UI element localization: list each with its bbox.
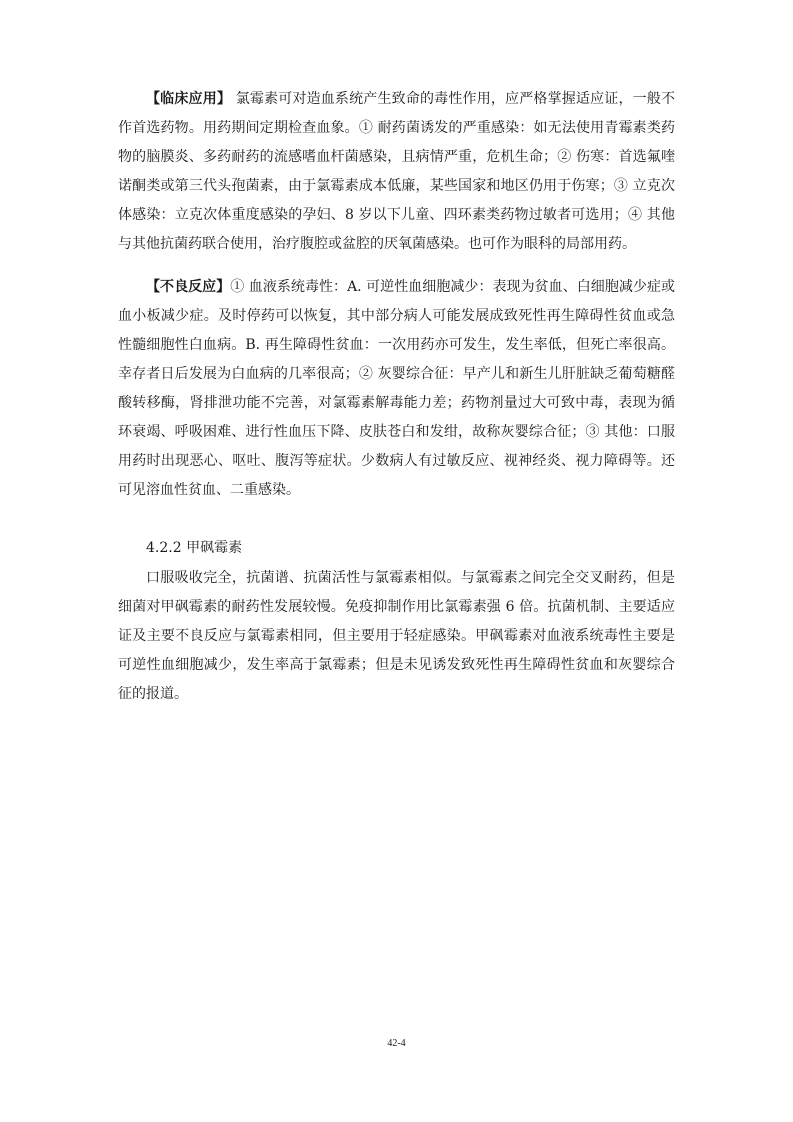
clinical-application-text: 氯霉素可对造血系统产生致命的毒性作用，应严格掌握适应证，一般不作首选药物。用药期间定期检查血象。① 耐药菌诱发的严重感染：如无法使用青霉素类药物的脑膜炎、多药耐药的流感嗜血杆菌感染，且病情严重，危机生命；② 伤寒：首选氟喹诺酮类或第三代头孢菌素，由于氯霉素成本低廉，某些国家和地区仍用于伤寒；③ 立克次体感染：立克次体重度感染的孕妇、8 岁以下儿童、四环素类药物过敏者可选用；④ 其他 与其他抗菌药联合使用，治疗腹腔或盆腔的厌氧菌感染。也可作为眼科的局部用药。 xyxy=(118,91,675,252)
clinical-application-paragraph xyxy=(118,85,675,259)
section-heading-thiamphenicol: 4.2.2 甲砜霉素 xyxy=(146,540,243,556)
thiamphenicol-paragraph: 口服吸收完全，抗菌谱、抗菌活性与氯霉素相似。与氯霉素之间完全交叉耐药，但是细菌对甲砜霉素的耐药性发展较慢。免疫抑制作用比氯霉素强 6 倍。抗菌机制、主要适应证及主要不良反应与氯霉素相同，但主要用于轻症感染。甲砜霉素对血液系统毒性主要是可逆性血细胞减少，发生率高于氯霉素；但是未见诱发致死性再生障碍性贫血和灰婴综合征的报道。 xyxy=(118,570,675,702)
adverse-reactions-paragraph xyxy=(118,273,675,505)
page-number: 42-4 xyxy=(387,1038,406,1049)
clinical-application-label: 【临床应用】 xyxy=(146,91,232,107)
adverse-reactions-text: ① 血液系统毒性：A. 可逆性血细胞减少：表现为贫血、白细胞减少症或血小板减少症。及时停药可以恢复，其中部分病人可能发展成致死性再生障碍性贫血或急性髓细胞性白血病。B. 再生障碍性贫血：一次用药亦可发生，发生率低，但死亡率很高。幸存者日后发展为白血病的几率很高；② 灰婴综合征：早产儿和新生儿肝脏缺乏葡萄糖醛酸转移酶，肾排泄功能不完善，对氯霉素解毒能力差；药物剂量过大可致中毒，表现为循环衰竭、呼吸困难、进行性血压下降、皮肤苍白和发绀，故称灰婴综合征；③ 其他：口服用药时出现恶心、呕吐、腹泻等症状。少数病人有过敏反应、视神经炎、视力障碍等。还可见溶血性贫血、二重感染。 xyxy=(118,279,675,498)
adverse-reactions-label: 【不良反应】 xyxy=(146,279,231,295)
